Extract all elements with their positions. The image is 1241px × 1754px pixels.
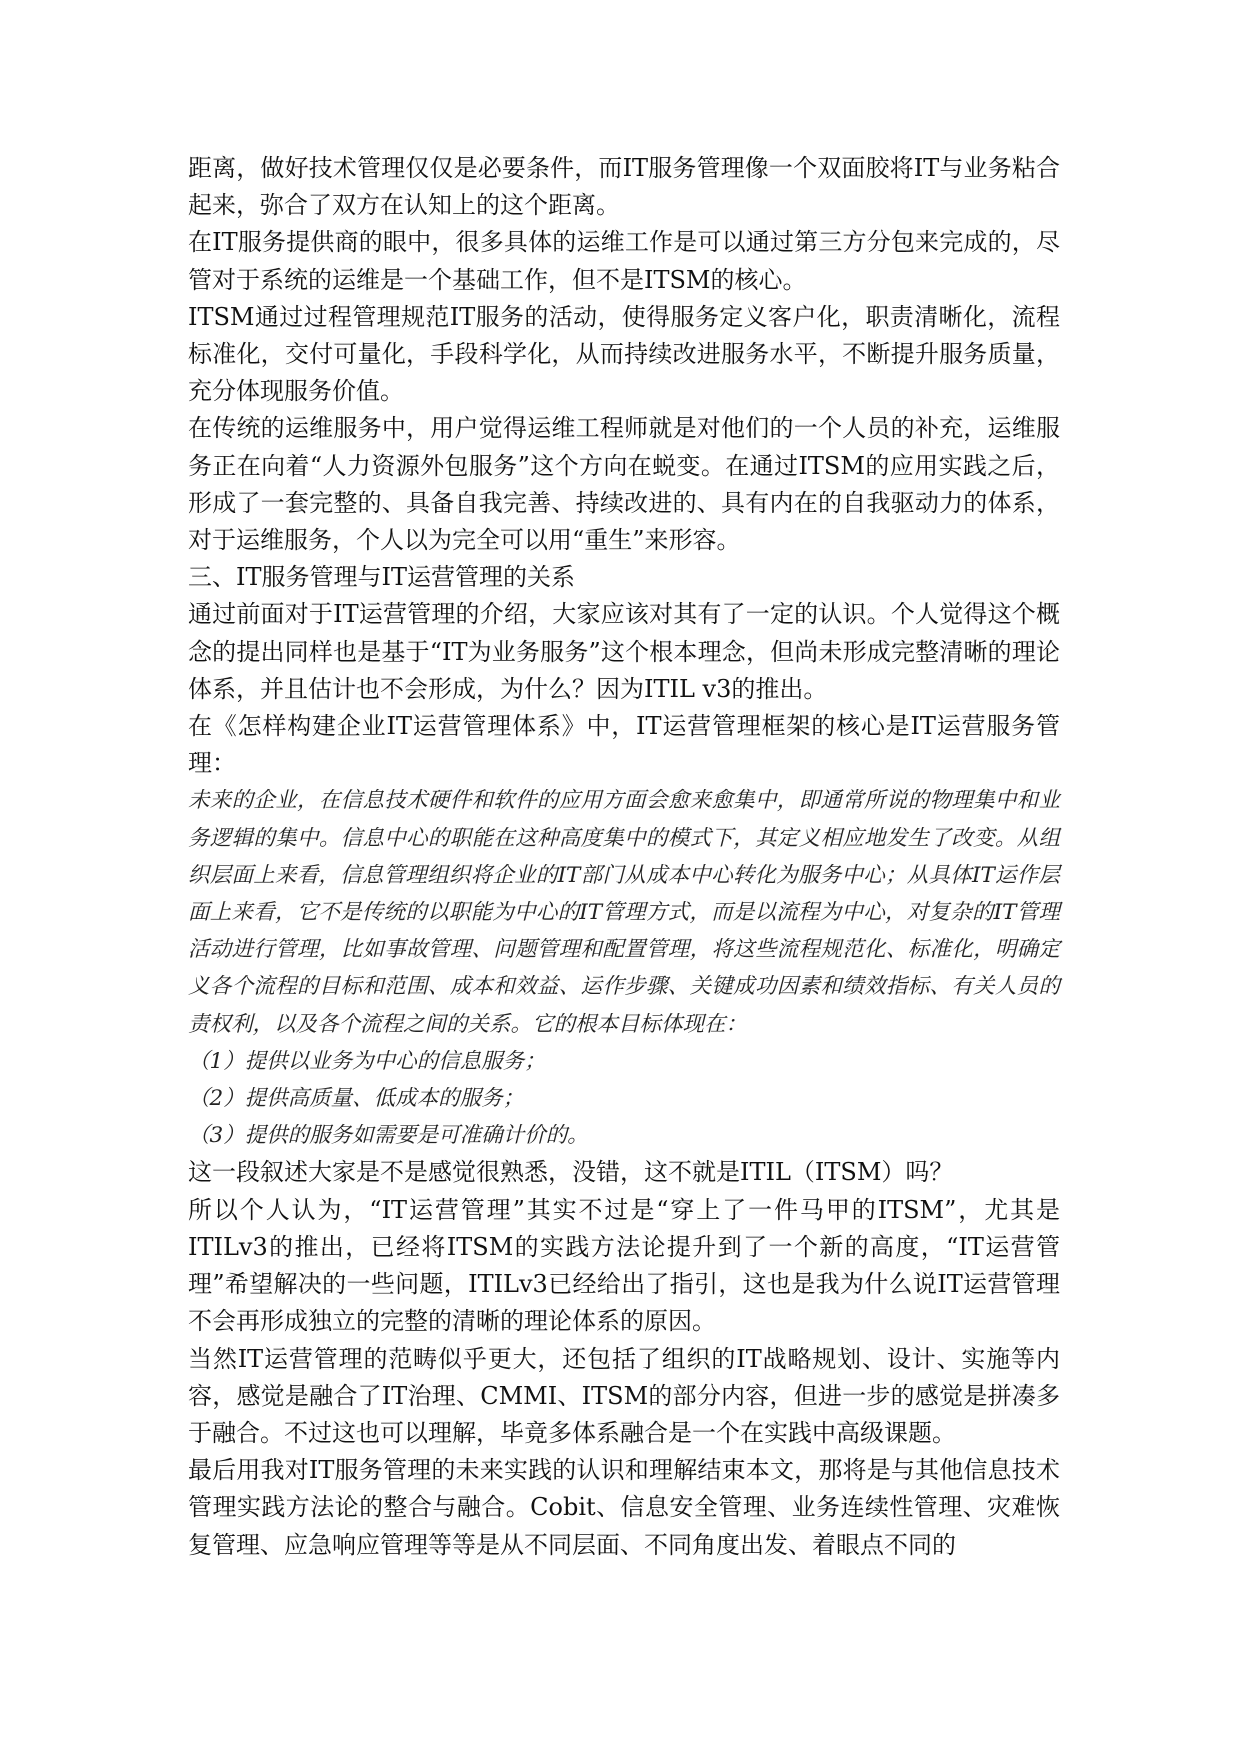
paragraph: 在IT服务提供商的眼中，很多具体的运维工作是可以通过第三方分包来完成的，尽管对于系统的运维是一个基础工作，但不是ITSM的核心。: [188, 228, 1060, 294]
paragraph: 在传统的运维服务中，用户觉得运维工程师就是对他们的一个人员的补充，运维服务正在向着“人力资源外包服务”这个方向在蜕变。在通过ITSM的应用实践之后，形成了一套完整的、具备自我完善、持续改进的、具有内在的自我驱动力的体系，对于运维服务，个人以为完全可以用“重生”来形容。: [188, 414, 1060, 555]
paragraph: ITSM通过过程管理规范IT服务的活动，使得服务定义客户化，职责清晰化，流程标准化，交付可量化，手段科学化，从而持续改进服务水平，不断提升服务质量，充分体现服务价值。: [188, 302, 1060, 406]
section-heading: 三、IT服务管理与IT运营管理的关系: [188, 563, 575, 592]
paragraph: 所以个人认为，“IT运营管理”其实不过是“穿上了一件马甲的ITSM”，尤其是ITILv3的推出，已经将ITSM的实践方法论提升到了一个新的高度，“IT运营管理”希望解决的一些问题，ITILv3已经给出了指引，这也是我为什么说IT运营管理不会再形成独立的完整的清晰的理论体系的原因。: [188, 1195, 1060, 1336]
quote-text: 未来的企业，在信息技术硬件和软件的应用方面会愈来愈集中，即通常所说的物理集中和业务逻辑的集中。信息中心的职能在这种高度集中的模式下，其定义相应地发生了改变。从组织层面上来看，信息管理组织将企业的IT部门从成本中心转化为服务中心；从具体IT运作层面上来看，它不是传统的以职能为中心的IT管理方式，而是以流程为中心，对复杂的IT管理活动进行管理，比如事故管理、问题管理和配置管理，将这些流程规范化、标准化，明确定义各个流程的目标和范围、成本和效益、运作步骤、关键成功因素和绩效指标、有关人员的责权利，以及各个流程之间的关系。它的根本目标体现在：: [188, 788, 1060, 1037]
paragraph: 这一段叙述大家是不是感觉很熟悉，没错，这不就是ITIL（ITSM）吗？: [188, 1158, 954, 1187]
quote-list-item: （2）提供高质量、低成本的服务；: [188, 1086, 525, 1112]
paragraph: 在《怎样构建企业IT运营管理体系》中，IT运营管理框架的核心是IT运营服务管理：: [188, 712, 1060, 778]
quote-list-item: （3）提供的服务如需要是可准确计价的。: [188, 1123, 589, 1149]
paragraph: 距离，做好技术管理仅仅是必要条件，而IT服务管理像一个双面胶将IT与业务粘合起来，弥合了双方在认知上的这个距离。: [188, 154, 1060, 220]
paragraph: 最后用我对IT服务管理的未来实践的认识和理解结束本文，那将是与其他信息技术管理实践方法论的整合与融合。Cobit、信息安全管理、业务连续性管理、灾难恢复管理、应急响应管理等等是从不同层面、不同角度出发、着眼点不同的: [188, 1456, 1060, 1559]
quote-block: [188, 782, 1060, 1154]
document-page: [188, 150, 1060, 1564]
paragraph: 当然IT运营管理的范畴似乎更大，还包括了组织的IT战略规划、设计、实施等内容，感觉是融合了IT治理、CMMI、ITSM的部分内容，但进一步的感觉是拼凑多于融合。不过这也可以理解，毕竟多体系融合是一个在实践中高级课题。: [188, 1344, 1060, 1447]
paragraph: 通过前面对于IT运营管理的介绍，大家应该对其有了一定的认识。个人觉得这个概念的提出同样也是基于“IT为业务服务”这个根本理念，但尚未形成完整清晰的理论体系，并且估计也不会形成，为什么？因为ITIL v3的推出。: [188, 600, 1060, 703]
quote-list-item: （1）提供以业务为中心的信息服务；: [188, 1048, 546, 1074]
